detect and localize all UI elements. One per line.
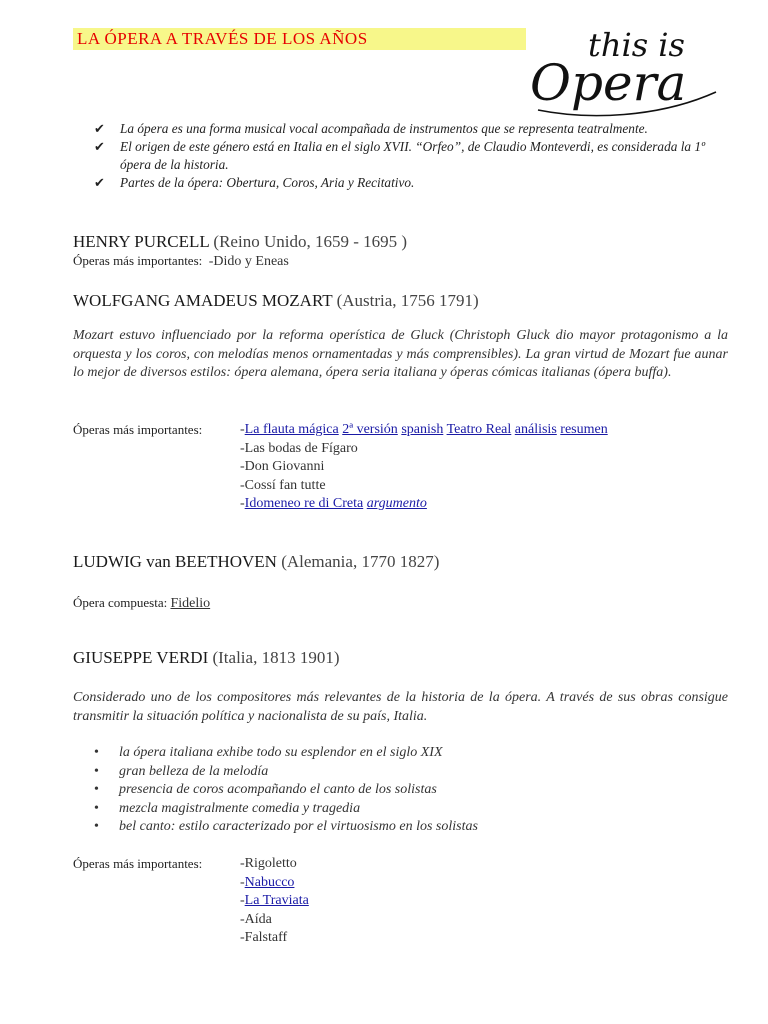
list-item: -Falstaff bbox=[240, 930, 288, 945]
link-teatro-real[interactable]: Teatro Real bbox=[446, 422, 512, 437]
check-icon: ✔ bbox=[94, 139, 105, 154]
list-item: -Don Giovanni bbox=[240, 459, 325, 474]
intro-list bbox=[94, 120, 734, 192]
verdi-paragraph: Considerado uno de los compositores más relevantes de la historia de la ópera. A través de sus obras consigue transmitir la situación política y nacionalista de su país, Italia. bbox=[73, 690, 728, 724]
intro-item: ✔ La ópera es una forma musical vocal acompañada de instrumentos que se representa teatralmente. bbox=[94, 121, 648, 136]
link-spanish[interactable]: spanish bbox=[401, 422, 444, 437]
list-item: -Las bodas de Fígaro bbox=[240, 440, 358, 456]
link-analisis[interactable]: análisis bbox=[514, 422, 557, 437]
list-item: -La flauta mágica 2ª versión spanish Teatro Real análisis resumen bbox=[240, 422, 608, 437]
beethoven-works: Ópera compuesta: Fidelio bbox=[73, 595, 211, 611]
intro-item: ✔ El origen de este género está en Italia en el siglo XVII. “Orfeo”, de Claudio Monteverdi, es considerada la 1º ópera de la historia. bbox=[94, 139, 706, 172]
logo-line-2: Opera bbox=[530, 54, 687, 112]
link-argumento[interactable]: argumento bbox=[366, 496, 427, 511]
list-item: -Cossí fan tutte bbox=[240, 477, 326, 493]
bullet-icon: • bbox=[94, 763, 99, 779]
list-item: • presencia de coros acompañando el canto de los solistas bbox=[94, 781, 478, 800]
verdi-bullets bbox=[94, 744, 478, 837]
list-item: -Aída bbox=[240, 911, 272, 927]
purcell-works: Óperas más importantes: -Dido y Eneas bbox=[73, 253, 289, 269]
list-item: • la ópera italiana exhibe todo su esplendor en el siglo XIX bbox=[94, 744, 478, 763]
link-resumen[interactable]: resumen bbox=[560, 422, 608, 437]
list-item: -Idomeneo re di Creta argumento bbox=[240, 496, 427, 511]
mozart-paragraph: Mozart estuvo influenciado por la reforma operística de Gluck (Christoph Gluck dio mayor protagonismo a la orquesta y los coros, con melodías menos ornamentadas y más comprensibles). La gran virtud de Mozart fue aunar lo mejor de diversos estilos: ópera alemana, ópera seria italiana y óperas cómicas italianas (ópera buffa). bbox=[73, 328, 728, 380]
check-icon: ✔ bbox=[94, 175, 105, 190]
intro-item: ✔ Partes de la ópera: Obertura, Coros, Aria y Recitativo. bbox=[94, 175, 415, 190]
link-la-traviata[interactable]: La Traviata bbox=[244, 893, 309, 908]
this-is-opera-logo bbox=[528, 22, 723, 122]
check-icon: ✔ bbox=[94, 121, 105, 136]
composer-heading-mozart: WOLFGANG AMADEUS MOZART (Austria, 1756 1791) bbox=[73, 291, 479, 310]
list-item: -La Traviata bbox=[240, 893, 309, 908]
page-title: LA ÓPERA A TRAVÉS DE LOS AÑOS bbox=[77, 29, 368, 48]
composer-heading-verdi: GIUSEPPE VERDI (Italia, 1813 1901) bbox=[73, 648, 340, 667]
link-2a-version[interactable]: 2ª versión bbox=[342, 422, 398, 437]
list-item: -Rigoletto bbox=[240, 856, 297, 871]
mozart-works-list bbox=[240, 421, 608, 514]
bullet-icon: • bbox=[94, 745, 99, 760]
list-item: -Nabucco bbox=[240, 874, 295, 890]
verdi-works-list bbox=[240, 855, 309, 948]
bullet-icon: • bbox=[94, 819, 99, 834]
bullet-icon: • bbox=[94, 800, 99, 816]
composer-heading-beethoven: LUDWIG van BEETHOVEN (Alemania, 1770 1827) bbox=[73, 552, 440, 571]
link-idomeneo[interactable]: Idomeneo re di Creta bbox=[244, 496, 364, 511]
verdi-works-label: Óperas más importantes: bbox=[73, 856, 203, 871]
link-fidelio[interactable]: Fidelio bbox=[170, 596, 211, 611]
mozart-works-label: Óperas más importantes: bbox=[73, 422, 203, 437]
composer-heading-purcell: HENRY PURCELL (Reino Unido, 1659 - 1695 ) bbox=[73, 232, 408, 251]
bullet-icon: • bbox=[94, 782, 99, 797]
title-highlight bbox=[73, 28, 526, 50]
list-item: • gran belleza de la melodía bbox=[94, 763, 478, 782]
link-nabucco[interactable]: Nabucco bbox=[244, 874, 295, 890]
list-item: • bel canto: estilo caracterizado por el virtuosismo en los solistas bbox=[94, 818, 478, 837]
logo-line-1: this is bbox=[588, 26, 685, 64]
link-la-flauta-magica[interactable]: La flauta mágica bbox=[244, 422, 339, 437]
list-item: • mezcla magistralmente comedia y tragedia bbox=[94, 800, 478, 819]
